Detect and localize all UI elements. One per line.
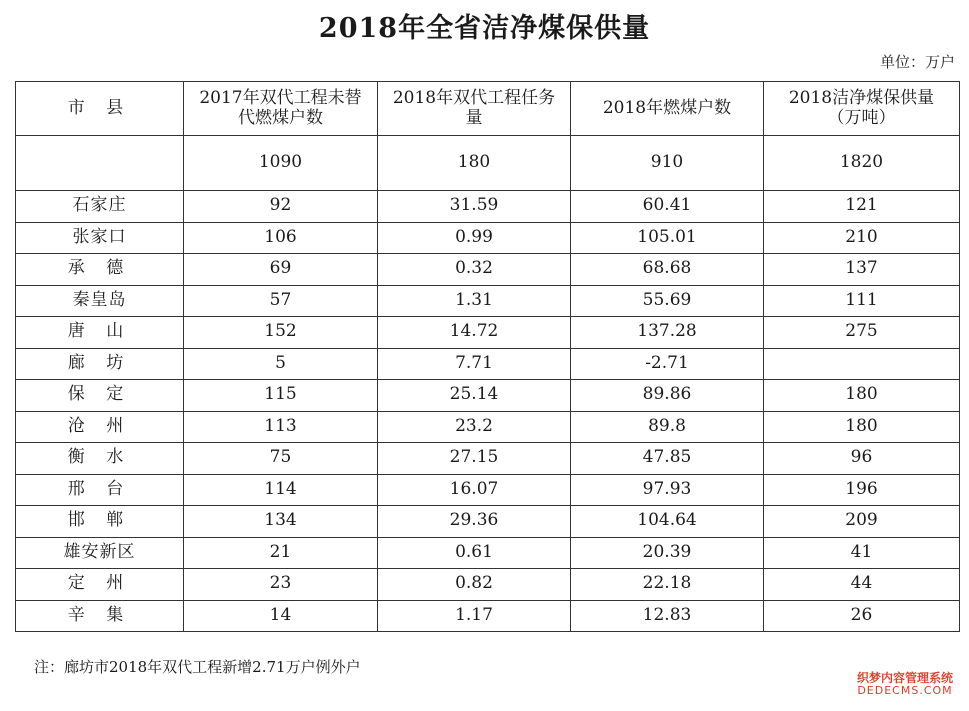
table-row — [16, 285, 960, 317]
col3-value: 89.8 — [571, 411, 764, 443]
col3-value: 47.85 — [571, 443, 764, 475]
col1-value: 113 — [184, 411, 378, 443]
header-col1-line2: 代燃煤户数 — [238, 107, 323, 128]
header-city: 市 县 — [16, 82, 184, 136]
total-row — [16, 136, 960, 191]
col3-value: 89.86 — [571, 380, 764, 412]
footnote: 注：廊坊市2018年双代工程新增2.71万户例外户 — [34, 658, 361, 676]
col4-value: 41 — [764, 537, 960, 569]
col2-value: 1.17 — [378, 600, 571, 632]
total-col4: 1820 — [764, 136, 960, 191]
col1-value: 57 — [184, 285, 378, 317]
city-name: 廊 坊 — [16, 348, 184, 380]
header-col2 — [378, 82, 571, 136]
col2-value: 1.31 — [378, 285, 571, 317]
watermark-line1: 织梦内容管理系统 — [856, 671, 953, 685]
col4-value — [764, 348, 960, 380]
table-row — [16, 600, 960, 632]
city-name: 沧 州 — [16, 411, 184, 443]
col2-value: 23.2 — [378, 411, 571, 443]
col2-value: 7.71 — [378, 348, 571, 380]
col2-value: 27.15 — [378, 443, 571, 475]
header-col4-line1: 2018洁净煤保供量 — [788, 87, 935, 108]
col3-value: 104.64 — [571, 506, 764, 538]
table-row — [16, 254, 960, 286]
col2-value: 25.14 — [378, 380, 571, 412]
total-col1: 1090 — [184, 136, 378, 191]
col1-value: 14 — [184, 600, 378, 632]
col2-value: 14.72 — [378, 317, 571, 349]
city-name: 定 州 — [16, 569, 184, 601]
col4-value: 96 — [764, 443, 960, 475]
col1-value: 5 — [184, 348, 378, 380]
col3-value: 20.39 — [571, 537, 764, 569]
header-col3: 2018年燃煤户数 — [571, 82, 764, 136]
coal-supply-table — [15, 81, 960, 632]
table-row — [16, 348, 960, 380]
header-col4 — [764, 82, 960, 136]
city-name: 承 德 — [16, 254, 184, 286]
col3-value: 97.93 — [571, 474, 764, 506]
city-name: 张家口 — [16, 222, 184, 254]
col3-value: 105.01 — [571, 222, 764, 254]
watermark-logo — [847, 672, 963, 696]
total-col3: 910 — [571, 136, 764, 191]
table-row — [16, 222, 960, 254]
col4-value: 209 — [764, 506, 960, 538]
col1-value: 21 — [184, 537, 378, 569]
table-row — [16, 317, 960, 349]
col1-value: 115 — [184, 380, 378, 412]
col3-value: 22.18 — [571, 569, 764, 601]
col1-value: 114 — [184, 474, 378, 506]
col2-value: 0.99 — [378, 222, 571, 254]
col2-value: 0.32 — [378, 254, 571, 286]
table-row — [16, 537, 960, 569]
total-name — [16, 136, 184, 191]
page-title: 2018年全省洁净煤保供量 — [318, 13, 651, 44]
header-col2-line2: 量 — [465, 107, 483, 128]
city-name: 保 定 — [16, 380, 184, 412]
table-row — [16, 569, 960, 601]
col4-value: 210 — [764, 222, 960, 254]
col3-value: 12.83 — [571, 600, 764, 632]
col3-value: -2.71 — [571, 348, 764, 380]
col2-value: 29.36 — [378, 506, 571, 538]
col4-value: 44 — [764, 569, 960, 601]
col4-value: 137 — [764, 254, 960, 286]
col3-value: 137.28 — [571, 317, 764, 349]
col4-value: 26 — [764, 600, 960, 632]
header-col1 — [184, 82, 378, 136]
city-name: 唐 山 — [16, 317, 184, 349]
col3-value: 55.69 — [571, 285, 764, 317]
city-name: 邢 台 — [16, 474, 184, 506]
city-name: 辛 集 — [16, 600, 184, 632]
city-name: 邯 郸 — [16, 506, 184, 538]
city-name: 秦皇岛 — [16, 285, 184, 317]
col4-value: 180 — [764, 411, 960, 443]
col2-value: 31.59 — [378, 191, 571, 223]
table-row — [16, 380, 960, 412]
col4-value: 180 — [764, 380, 960, 412]
table-row — [16, 474, 960, 506]
col4-value: 275 — [764, 317, 960, 349]
unit-label: 单位：万户 — [879, 53, 955, 71]
col4-value: 196 — [764, 474, 960, 506]
total-col2: 180 — [378, 136, 571, 191]
col3-value: 68.68 — [571, 254, 764, 286]
col3-value: 60.41 — [571, 191, 764, 223]
watermark-line2: DEDECMS.COM — [857, 683, 953, 697]
col4-value: 121 — [764, 191, 960, 223]
city-name: 衡 水 — [16, 443, 184, 475]
col2-value: 16.07 — [378, 474, 571, 506]
col1-value: 23 — [184, 569, 378, 601]
col4-value: 111 — [764, 285, 960, 317]
col1-value: 106 — [184, 222, 378, 254]
col1-value: 152 — [184, 317, 378, 349]
header-col4-line2: （万吨） — [827, 107, 896, 128]
header-col1-line1: 2017年双代工程未替 — [199, 87, 362, 108]
col2-value: 0.61 — [378, 537, 571, 569]
table-row — [16, 506, 960, 538]
col1-value: 134 — [184, 506, 378, 538]
city-name: 雄安新区 — [16, 537, 184, 569]
col2-value: 0.82 — [378, 569, 571, 601]
table-header-row — [16, 82, 960, 136]
table-row — [16, 191, 960, 223]
table-row — [16, 411, 960, 443]
city-name: 石家庄 — [16, 191, 184, 223]
col1-value: 69 — [184, 254, 378, 286]
col1-value: 75 — [184, 443, 378, 475]
header-col2-line1: 2018年双代工程任务 — [392, 87, 556, 108]
table-row — [16, 443, 960, 475]
col1-value: 92 — [184, 191, 378, 223]
